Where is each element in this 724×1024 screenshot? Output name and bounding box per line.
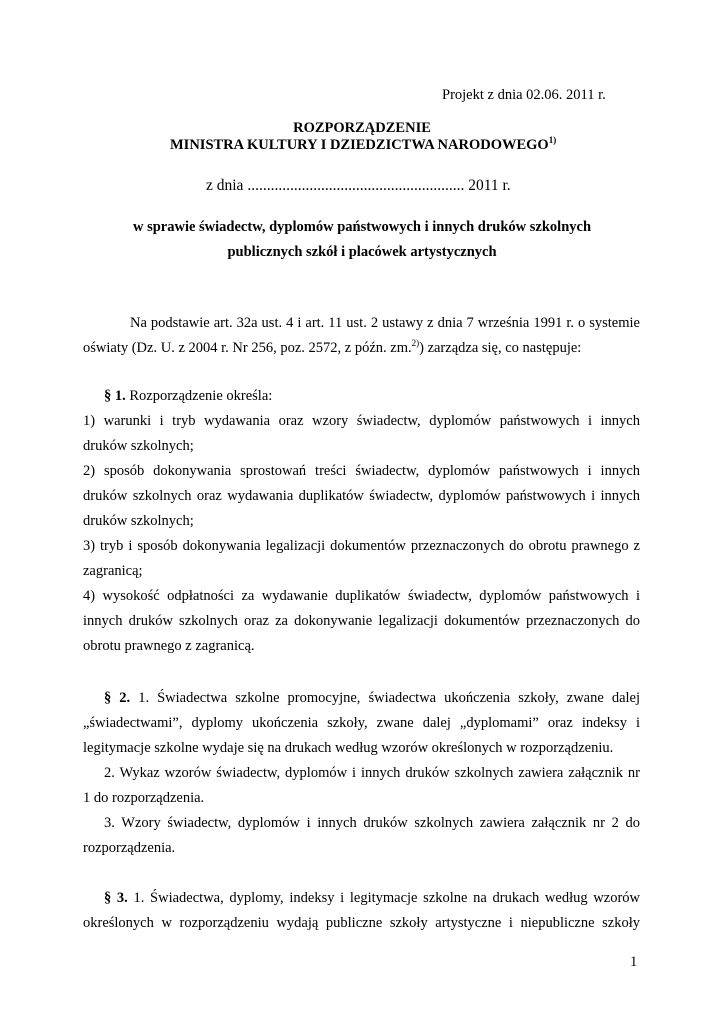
par2-unit1-line1: § 2. 1. Świadectwa szkolne promocyjne, świadectwa ukończenia szkoły, zwane dalej (104, 690, 641, 706)
par2-unit2-line2: 1 do rozporządzenia. (83, 790, 205, 806)
par2-unit1-line3: legitymacje szkolne wydaje się na drukach według wzorów określonych w rozporządzeniu. (83, 740, 614, 756)
footnote-ref-1: 1) (548, 135, 557, 145)
par1-item3-line1: 3) tryb i sposób dokonywania legalizacji dokumentów przeznaczonych do obrotu prawnego z (83, 538, 640, 554)
par3-label: § 3. (104, 890, 128, 906)
par2-label: § 2. (104, 690, 131, 706)
par1-item4-line1: 4) wysokość odpłatności za wydawanie duplikatów świadectw, dyplomów państwowych i (83, 588, 640, 604)
issue-date-line: z dnia ........................................................ 2011 r. (206, 177, 511, 194)
par1-item4-line2: innych druków szkolnych oraz za dokonywanie legalizacji dokumentów przeznaczonych do (83, 613, 640, 629)
subject-line-1: w sprawie świadectw, dyplomów państwowych i innych druków szkolnych (132, 219, 592, 235)
footnote-ref-2: 2) (411, 338, 420, 348)
par1-label: § 1. (104, 388, 126, 404)
par2-unit3-line2: rozporządzenia. (83, 840, 176, 856)
par1-item2-line1: 2) sposób dokonywania sprostowań treści świadectw, dyplomów państwowych i innych (83, 463, 640, 479)
par3-unit1-line2: określonych w rozporządzeniu wydają publiczne szkoły artystyczne i niepubliczne szkoły (83, 915, 640, 931)
issuing-ministry-title: MINISTRA KULTURY I DZIEDZICTWA NARODOWEGO$^{1)}$ (170, 135, 557, 153)
draft-date-note: Projekt z dnia 02.06. 2011 r. (442, 87, 606, 103)
document-type-title: ROZPORZĄDZENIE (293, 120, 431, 136)
preamble-line-2: oświaty (Dz. U. z 2004 r. Nr 256, poz. 2572, z późn. zm.$^{2)}$) zarządza się, co następuje: (83, 338, 582, 356)
par1-item2-line2: druków szkolnych oraz wydawania duplikatów świadectw, dyplomów państwowych i innych (83, 488, 640, 504)
par1-item4-line3: obrotu prawnego z zagranicą. (83, 638, 255, 654)
par1-item2-line3: druków szkolnych; (83, 513, 194, 529)
par1-intro: § 1. Rozporządzenie określa: (104, 388, 273, 404)
par1-item3-line2: zagranicą; (83, 563, 143, 579)
par3-unit1-line1: § 3. 1. Świadectwa, dyplomy, indeksy i legitymacje szkolne na drukach według wzorów (104, 890, 640, 906)
page-number: 1 (630, 954, 638, 970)
par2-unit1-line2: „świadectwami”, dyplomy ukończenia szkoły, zwane dalej „dyplomami” oraz indeksy i (83, 715, 640, 731)
subject-line-2: publicznych szkół i placówek artystycznych (227, 244, 497, 260)
par2-unit3-line1: 3. Wzory świadectw, dyplomów i innych druków szkolnych zawiera załącznik nr 2 do (104, 815, 640, 831)
par2-unit2-line1: 2. Wykaz wzorów świadectw, dyplomów i innych druków szkolnych zawiera załącznik nr (104, 765, 640, 781)
par1-item1-line2: druków szkolnych; (83, 438, 194, 454)
preamble-line-1: Na podstawie art. 32a ust. 4 i art. 11 ust. 2 ustawy z dnia 7 września 1991 r. o systemie (130, 315, 640, 331)
par1-item1-line1: 1) warunki i tryb wydawania oraz wzory świadectw, dyplomów państwowych i innych (83, 413, 640, 429)
